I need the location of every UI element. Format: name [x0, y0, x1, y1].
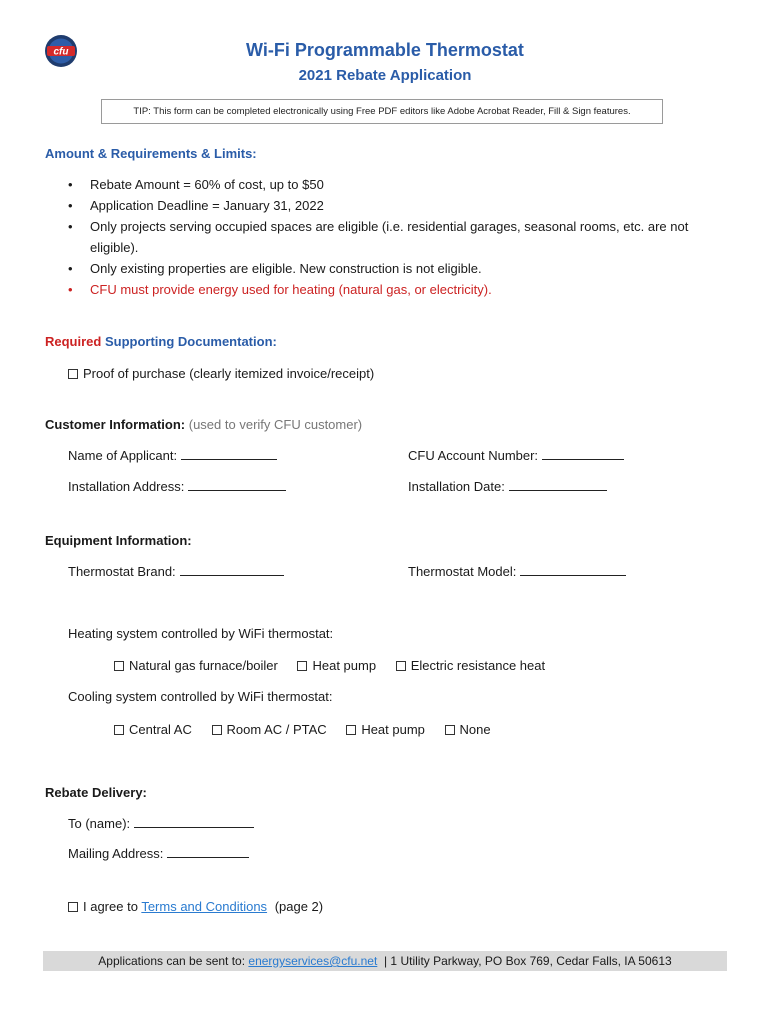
email-link[interactable]: energyservices@cfu.net: [248, 954, 378, 968]
tip-text: TIP: This form can be completed electronically using Free PDF editors like Adobe Acrobat Reader, Fill & Sign features.: [133, 106, 631, 117]
installation-date-field[interactable]: Installation Date:: [408, 479, 607, 494]
equipment-heading: Equipment Information:: [45, 533, 192, 548]
applicant-name-field[interactable]: Name of Applicant:: [68, 448, 277, 463]
tip-box: [101, 99, 663, 124]
thermostat-brand-field[interactable]: Thermostat Brand:: [68, 564, 284, 579]
checkbox[interactable]: [297, 661, 307, 671]
checkbox[interactable]: [68, 369, 78, 379]
svg-text:cfu: cfu: [53, 46, 69, 58]
footer-bar: Applications can be sent to: energyservices@cfu.net | 1 Utility Parkway, PO Box 769, Cedar Falls, IA 50613: [43, 951, 727, 971]
cooling-option-room-ac[interactable]: Room AC / PTAC: [212, 722, 327, 737]
date-input[interactable]: [509, 479, 607, 491]
account-input[interactable]: [542, 448, 624, 460]
list-item: • CFU must provide energy used for heating (natural gas, or electricity).: [68, 282, 492, 297]
list-item: • Rebate Amount = 60% of cost, up to $50: [68, 177, 324, 192]
cooling-options: [114, 722, 507, 737]
agree-checkbox-row[interactable]: I agree to Terms and Conditions (page 2): [68, 899, 323, 914]
list-item: • Only existing properties are eligible. New construction is not eligible.: [68, 261, 482, 276]
page-subtitle: 2021 Rebate Application: [298, 67, 472, 84]
recipient-name-field[interactable]: To (name):: [68, 816, 254, 831]
thermostat-model-field[interactable]: Thermostat Model:: [408, 564, 626, 579]
requirements-heading: Amount & Requirements & Limits:: [45, 146, 257, 161]
page-title: Wi-Fi Programmable Thermostat: [246, 40, 524, 60]
heating-label: Heating system controlled by WiFi thermostat:: [68, 626, 334, 641]
list-item: • Application Deadline = January 31, 2022: [68, 198, 324, 213]
checkbox[interactable]: [346, 725, 356, 735]
recipient-input[interactable]: [134, 816, 254, 828]
mailing-address-field[interactable]: Mailing Address:: [68, 846, 249, 861]
heating-option-gas[interactable]: Natural gas furnace/boiler: [114, 658, 278, 673]
list-item: • Only projects serving occupied spaces are eligible (i.e. residential garages, seasonal rooms, etc. are not eligible).: [68, 219, 689, 255]
delivery-heading: Rebate Delivery:: [45, 785, 147, 800]
cooling-option-heat-pump[interactable]: Heat pump: [346, 722, 425, 737]
requirements-list: [68, 174, 728, 300]
account-number-field[interactable]: CFU Account Number:: [408, 448, 624, 463]
heating-option-heat-pump[interactable]: Heat pump: [297, 658, 376, 673]
cooling-option-central-ac[interactable]: Central AC: [114, 722, 192, 737]
address-input[interactable]: [188, 479, 286, 491]
heating-options: [114, 658, 561, 673]
checkbox[interactable]: [396, 661, 406, 671]
checkbox[interactable]: [114, 725, 124, 735]
customer-heading: Customer Information: (used to verify CFU customer): [45, 417, 363, 432]
proof-of-purchase-checkbox-row[interactable]: Proof of purchase (clearly itemized invoice/receipt): [68, 366, 374, 381]
brand-input[interactable]: [180, 564, 284, 576]
mailing-input[interactable]: [167, 846, 249, 858]
terms-link[interactable]: Terms and Conditions: [141, 899, 268, 914]
checkbox[interactable]: [68, 902, 78, 912]
cooling-label: Cooling system controlled by WiFi thermostat:: [68, 689, 333, 704]
installation-address-field[interactable]: Installation Address:: [68, 479, 286, 494]
documentation-heading: Required Supporting Documentation:: [45, 334, 277, 349]
checkbox[interactable]: [445, 725, 455, 735]
checkbox[interactable]: [114, 661, 124, 671]
checkbox[interactable]: [212, 725, 222, 735]
name-input[interactable]: [181, 448, 277, 460]
heating-option-electric[interactable]: Electric resistance heat: [396, 658, 545, 673]
cooling-option-none[interactable]: None: [445, 722, 491, 737]
model-input[interactable]: [520, 564, 626, 576]
